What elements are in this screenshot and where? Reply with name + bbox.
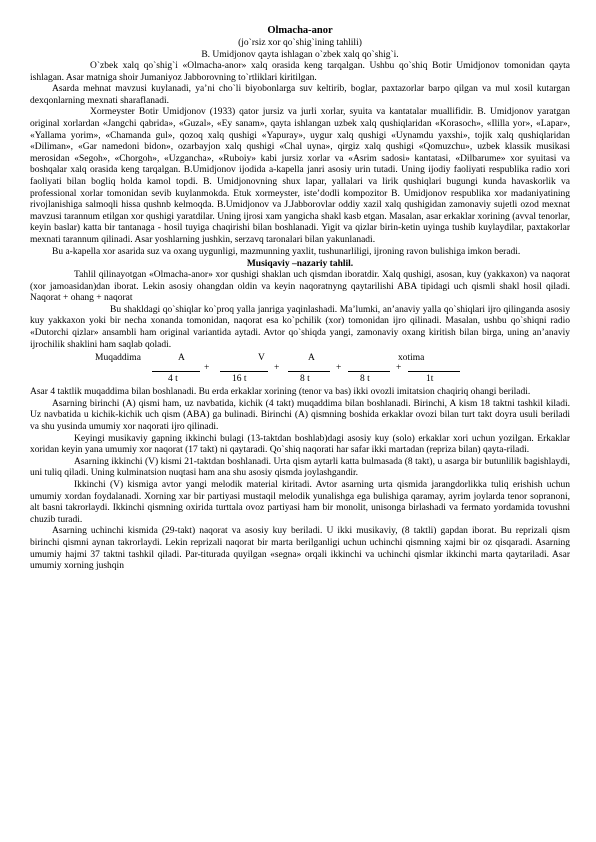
document-page bbox=[30, 25, 570, 573]
scheme-line bbox=[220, 371, 268, 372]
scheme-count: 16 t bbox=[232, 374, 247, 385]
paragraph: Asarda mehnat mavzusi kuylanadi, ya’ni cho`li biyobonlarga suv keltirib, boglar, paxtazorlar barpo qilgan va mul xosil kutargan dexqonlarning mexnati sharaflanadi. bbox=[30, 84, 570, 106]
scheme-count: 4 t bbox=[168, 374, 178, 385]
scheme-line bbox=[348, 371, 390, 372]
paragraph: Asar 4 taktlik muqaddima bilan boshlanadi. Bu erda erkaklar xorining (tenor va bas) ikki ovozli imitatsion chaqiriq ohangi beriladi. bbox=[30, 387, 531, 398]
document-author-line: B. Umidjonov qayta ishlagan o`zbek xalq qo`shig`i. bbox=[201, 50, 399, 60]
scheme-label: A bbox=[178, 353, 185, 364]
scheme-label: A bbox=[308, 353, 315, 364]
scheme-plus: + bbox=[204, 363, 210, 374]
paragraph: Keyingi musikaviy gapning ikkinchi bulagi (13-taktdan boshlab)dagi asosiy kuy (solo) erkaklar xori uchun yozilgan. Erkaklar xoridan keyin yana umumiy xor naqorat (17 takt) ni qaytaradi. Qo`shiq naqorati har safar ikki martadan (repriza bilan) qayta-riladi. bbox=[30, 433, 570, 456]
scheme-line bbox=[152, 371, 200, 372]
section-heading: Musiqaviy –nazariy tahlil. bbox=[246, 259, 354, 270]
scheme-line bbox=[408, 371, 460, 372]
scheme-label: xotima bbox=[398, 353, 425, 364]
paragraph: Ikkinchi (V) kismiga avtor yangi melodik material kiritadi. Avtor asarning urta qismida jarangdorlikka tuliq erishish uchun umumiy xordan foydalanadi. Xorning xar bir partiyasi mustaqil melodik yunalishga ega bulishiga qaramay, ayrim joylarda tenor sopranoni, alt basni takrorlaydi. Ikkinchi qismning oxirida turttala ovoz partiyasi ham bir monolit, unisonga birlashadi va fermato yordamida tovushni chuzib turadi. bbox=[30, 480, 570, 525]
scheme-label: V bbox=[258, 353, 265, 364]
document-title: Olmacha-anor bbox=[267, 25, 333, 36]
paragraph: Asarning ikkinchi (V) kismi 21-taktdan boshlanadi. Urta qism aytarli katta bulmasada (8 takt), u asarga bir butunlilik bagishlaydi, uni tuliq qiladi. Uning kulminatsion nuqtasi ham ana shu asosiy qismda joylashgandir. bbox=[30, 456, 570, 479]
scheme-line bbox=[288, 371, 330, 372]
paragraph: Asarning uchinchi kismida (29-takt) naqorat va asosiy kuy beriladi. U ikki musikaviy, (8 taktli) gapdan iborat. Bu reprizali qism birinchi qismni aynan takrorlaydi. Lekin reprizali naqorat bir marta berilganligi uchun uchinchi qismning xajmi bir oz qisqaradi. Asarning umumiy hajmi 37 taktni tashkil qiladi. Par-titurada quyilgan «segna» orqali ikkinchi va uchinchi qismlar ikkinchi marta qaytariladi. Asar umumiy xorning jushqin bbox=[30, 526, 570, 572]
form-scheme bbox=[30, 351, 570, 387]
scheme-plus: + bbox=[336, 363, 342, 374]
paragraph: Bu a-kapella xor asarida suz va oxang uygunligi, mazmunning yaxlit, tushunarliligi, ijroning ravon bulishiga imkon beradi. bbox=[52, 246, 521, 257]
scheme-label: Muqaddima bbox=[95, 353, 141, 364]
paragraph: Tahlil qilinayotgan «Olmacha-anor» xor qushigi shaklan uch qismdan iboratdir. Xalq qushigi, asosan, kuy (yakkaxon) va naqorat (xor jamoasidan)dan iborat. Lekin asosiy ohangdan oldin va keyin naqoratnyng qaytarilishi ABA tipidagi uch qismli shakl hosil qiladi. Naqorat + ohang + naqorat bbox=[30, 270, 570, 304]
document-subtitle: (jo`rsiz xor qo`shig`ining tahlili) bbox=[238, 38, 362, 48]
scheme-count: 8 t bbox=[360, 374, 370, 385]
paragraph: O`zbek xalq qo`shig`i «Olmacha-anor» xalq orasida keng tarqalgan. Ushbu qo`shiq Botir Umidjonov tomonidan qayta ishlagan. Asar matniga shoir Jumaniyoz Jabborovning to`rtliklari kiritilgan. bbox=[30, 61, 570, 83]
scheme-count: 1t bbox=[426, 374, 434, 385]
scheme-plus: + bbox=[396, 363, 402, 374]
paragraph: Xormeyster Botir Umidjonov (1933) qator jursiz va jurli xorlar, syuita va kantatalar muallifidir. B. Umidjonov yaratgan original xorlardan «Jangchi qabrida», «Guzal», «Ey sanam», qayta ishlangan uzbek xalq qushiqlaridan «Korasoch», «Ililla yor», «Lapar», «Yallama yorim», «Chamanda gul», qozoq xalq qushigi «Yapuray», uygur xalq qushigi «Uynamdu yaxshi», tojik xalq qushiqlaridan «Diliman», «Gar namedoni bidon», ozarbayjon xalq qushigi «Chal uyna», qirgiz xalq qushigi «Qomuzchu», uzbek klassik musikasi merosidan «Segoh», «Chorgoh», «Uzgancha», «Ruboiy» kabi jursiz xorlar va «Asrim sadosi» kantatasi, «Dilbarume» xor syuitasi va boshqalar xalq orasida keng tarqalgan. B.Umidjonov ijodida a-kapella janri asosiy urin tutadi. Uning ijodiy faoliyati respublika radio xori faoliyati bilan bogliq holda kamol topdi. B. Umidjonovning shux lapar, yallalari va lirik qushiqlari bugungi kunda havaskorlik va professional xorlar tomonidan sevib kuylanmokda. Etuk xormeyster, iste’dodli kompozitor B. Umidjonov respublika xor madaniyatining rivojlanishiga salmoqli hissa qushnb kelmoqda. B.Umidjonov va J.Jabborovlar oddiy xazil xalq qushigidan zamonaviy sujetli ozod mexnat mavzusi tarannum etilgan xor qushigi yaratdilar. Uning ijrosi xam yangicha shakl kasb etgan. Masalan, asar erkaklar xorining (avval tenorlar, keyin baslar) katta bir tantanaga - hosil tuyiga chaqirishi bilan boshlanadi. Yigit va qizlar birin-ketin uyinga tushib kuylaydilar, paxtakorlar mexnati tarannum qilinadi. Asar yoshlarning jushkin, serzavq taronalari bilan yakunlanadi. bbox=[30, 107, 570, 245]
scheme-plus: + bbox=[274, 363, 280, 374]
scheme-count: 8 t bbox=[300, 374, 310, 385]
paragraph: Bu shakldagi qo`shiqlar ko`proq yalla janriga yaqinlashadi. Ma’lumki, an’anaviy yalla qo`shiqlari ijro qilinganda asosiy kuy yakkaxon yoki bir necha xonanda tomonidan, naqorat esa ko`pchilik (xor) tomonidan ijro qilinadi. Masalan, ushbu qo`shiqni radio «Dutorchi qizlar» ansambli ham original variantida aytadi. Avtor qo`shiqda yangi, zamonaviy oxang kiritish bilan birga, uning an’anaviy ijrochilik shaklini ham saqlab qoladi. bbox=[30, 304, 570, 350]
paragraph: Asarning birinchi (A) qismi ham, uz navbatida, kichik (4 takt) muqaddima bilan boshlanadi. Birinchi, A kism 18 taktni tashkil kiladi. Uz navbatida u kichik-kichik uch qism (ABA) ga bulinadi. Birinchi (A) qismning boshida erkaklar ovozi bilan turt takt doyra usuli beriladi va shu yusinda umumiy xor naqorati ijro qilinadi. bbox=[30, 398, 570, 433]
